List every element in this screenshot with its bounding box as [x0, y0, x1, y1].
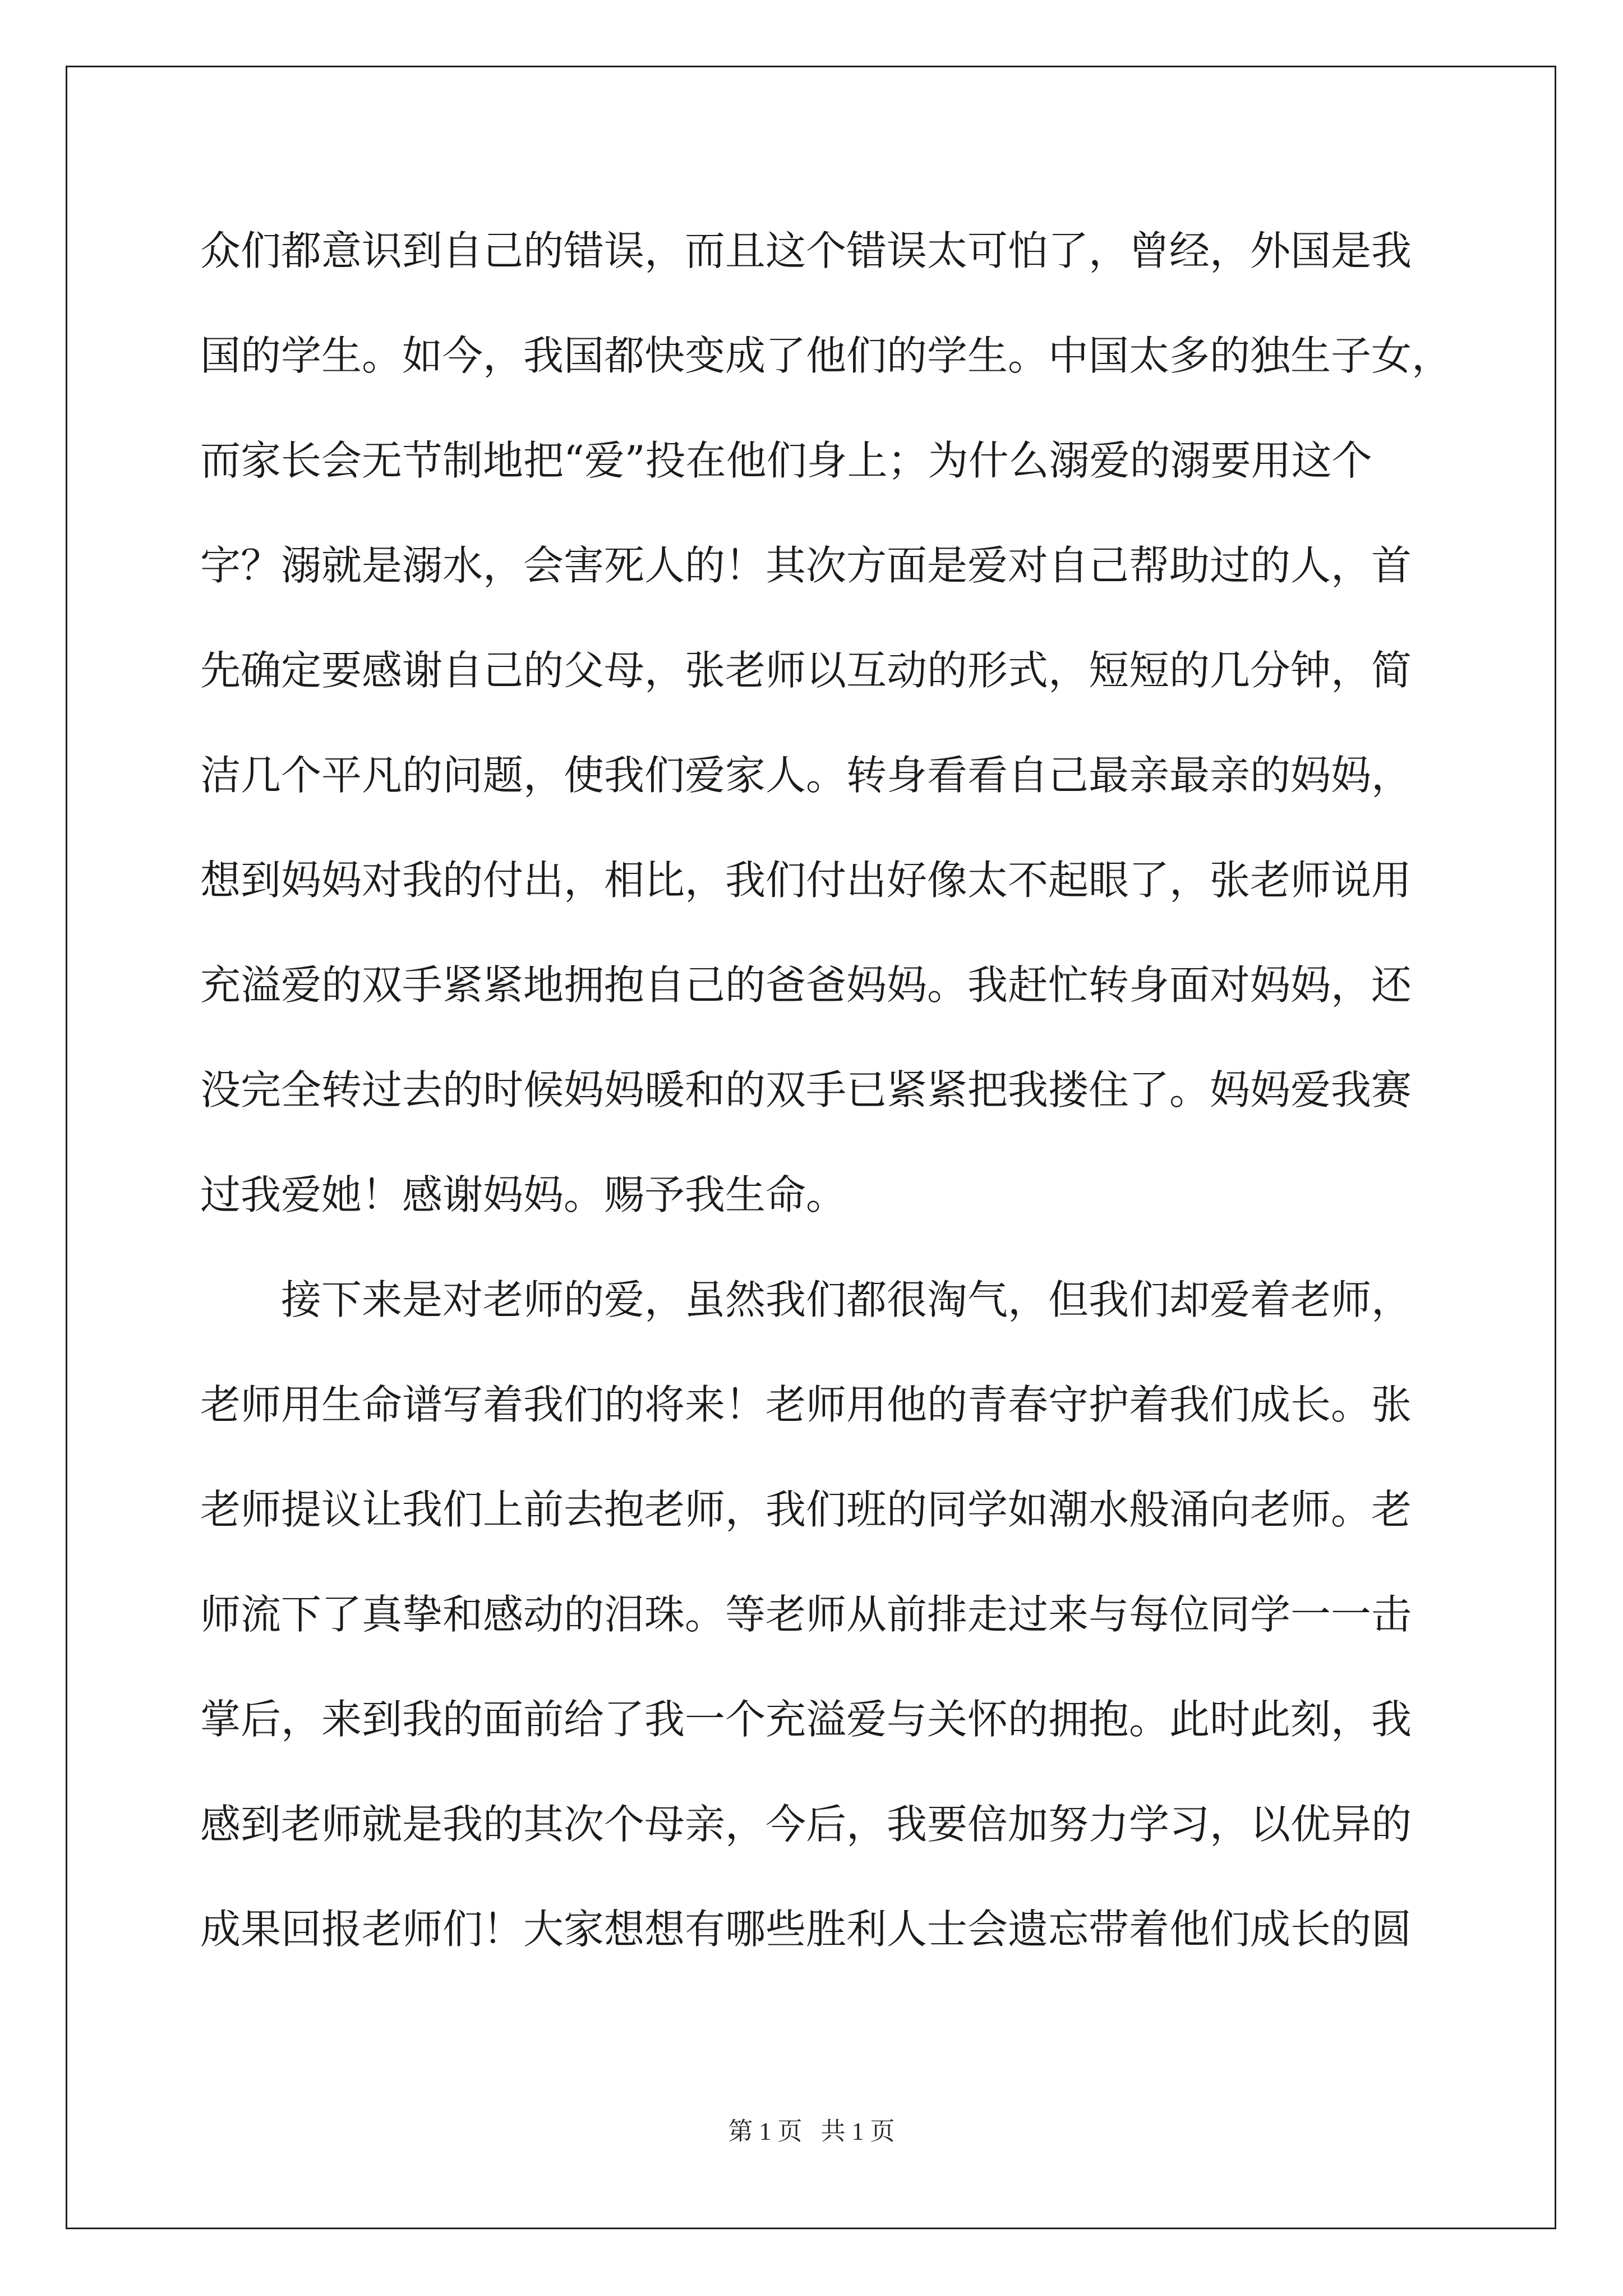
- text-line: 接下来是对老师的爱，虽然我们都很淘气，但我们却爱着老师，: [200, 1276, 1412, 1323]
- text-line: 没完全转过去的时候妈妈暖和的双手已紧紧把我搂住了。妈妈爱我赛: [200, 1066, 1412, 1114]
- text-line: 充溢爱的双手紧紧地拥抱自己的爸爸妈妈。我赶忙转身面对妈妈，还: [200, 961, 1412, 1009]
- text-line: 过我爱她！感谢妈妈。赐予我生命。: [200, 1171, 847, 1218]
- text-line: 老师用生命谱写着我们的将来！老师用他的青春守护着我们成长。张: [200, 1381, 1412, 1428]
- text-line: 师流下了真挚和感动的泪珠。等老师从前排走过来与每位同学一一击: [200, 1591, 1412, 1638]
- text-line: 字？溺就是溺水，会害死人的！其次方面是爱对自己帮助过的人，首: [200, 542, 1412, 589]
- page-number-footer: 第 1 页 共 1 页: [728, 2118, 895, 2145]
- text-line: 想到妈妈对我的付出，相比，我们付出好像太不起眼了，张老师说用: [200, 857, 1412, 904]
- text-line: 老师提议让我们上前去抱老师，我们班的同学如潮水般涌向老师。老: [200, 1486, 1412, 1533]
- text-line: 先确定要感谢自己的父母，张老师以互动的形式，短短的几分钟，简: [200, 647, 1412, 694]
- text-line: 众们都意识到自己的错误，而且这个错误太可怕了，曾经，外国是我: [200, 227, 1412, 274]
- text-line: 而家长会无节制地把“爱”投在他们身上；为什么溺爱的溺要用这个: [200, 437, 1372, 484]
- text-line: 感到老师就是我的其次个母亲，今后，我要倍加努力学习，以优异的: [200, 1801, 1412, 1848]
- body-text: [200, 217, 1453, 2000]
- text-line: 洁几个平凡的问题，使我们爱家人。转身看看自己最亲最亲的妈妈，: [200, 752, 1412, 799]
- text-line: 成果回报老师们！大家想想有哪些胜利人士会遗忘带着他们成长的圆: [200, 1906, 1412, 1953]
- text-line: 掌后，来到我的面前给了我一个充溢爱与关怀的拥抱。此时此刻，我: [200, 1696, 1412, 1743]
- text-line: 国的学生。如今，我国都快变成了他们的学生。中国太多的独生子女，: [200, 332, 1453, 379]
